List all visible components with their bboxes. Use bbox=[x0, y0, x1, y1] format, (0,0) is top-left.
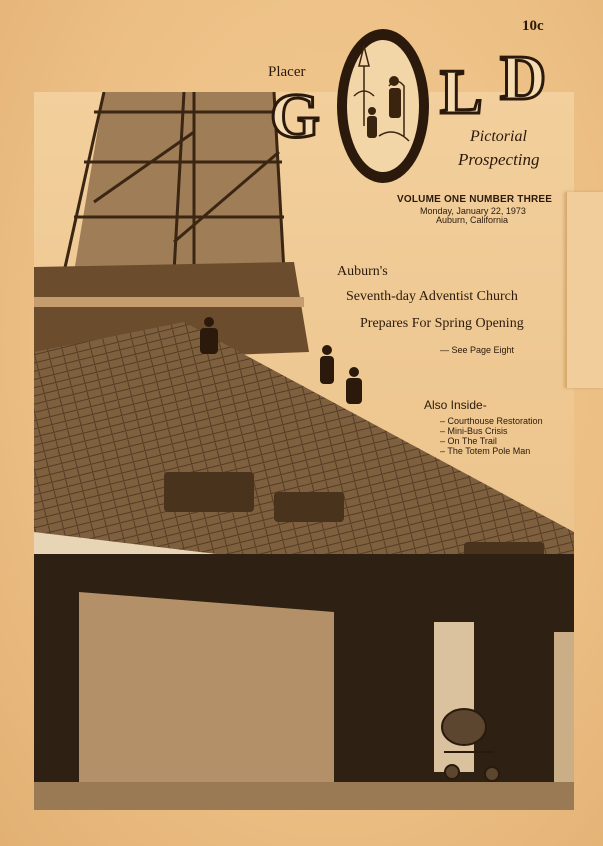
list-item: – The Totem Pole Man bbox=[440, 446, 543, 456]
also-inside-list bbox=[440, 416, 543, 456]
headline-line-2: Seventh-day Adventist Church bbox=[346, 289, 518, 304]
headline-line-1: Auburn's bbox=[337, 264, 388, 279]
see-page-reference: — See Page Eight bbox=[440, 345, 515, 355]
issue-place: Auburn, California bbox=[436, 215, 509, 225]
masthead-letter-d: D bbox=[500, 42, 547, 113]
masthead-letter-g: G bbox=[270, 80, 320, 151]
list-item: – Mini-Bus Crisis bbox=[440, 426, 543, 436]
issue-volume: VOLUME ONE NUMBER THREE bbox=[397, 194, 553, 205]
issue-date: Monday, January 22, 1973 bbox=[420, 206, 526, 216]
masthead-subtitle-prospecting: Prospecting bbox=[458, 150, 540, 169]
masthead-prospector-vignette bbox=[334, 26, 432, 186]
list-item: – On The Trail bbox=[440, 436, 543, 446]
masthead-letter-l: L bbox=[440, 56, 483, 127]
also-inside-heading: Also Inside- bbox=[424, 398, 487, 412]
masthead-pre-title: Placer bbox=[268, 64, 306, 80]
headline-line-3: Prepares For Spring Opening bbox=[360, 316, 524, 331]
masthead-subtitle-pictorial: Pictorial bbox=[470, 128, 527, 145]
list-item: – Courthouse Restoration bbox=[440, 416, 543, 426]
torn-paper-edge bbox=[566, 192, 603, 388]
price-label: 10c bbox=[522, 18, 544, 34]
